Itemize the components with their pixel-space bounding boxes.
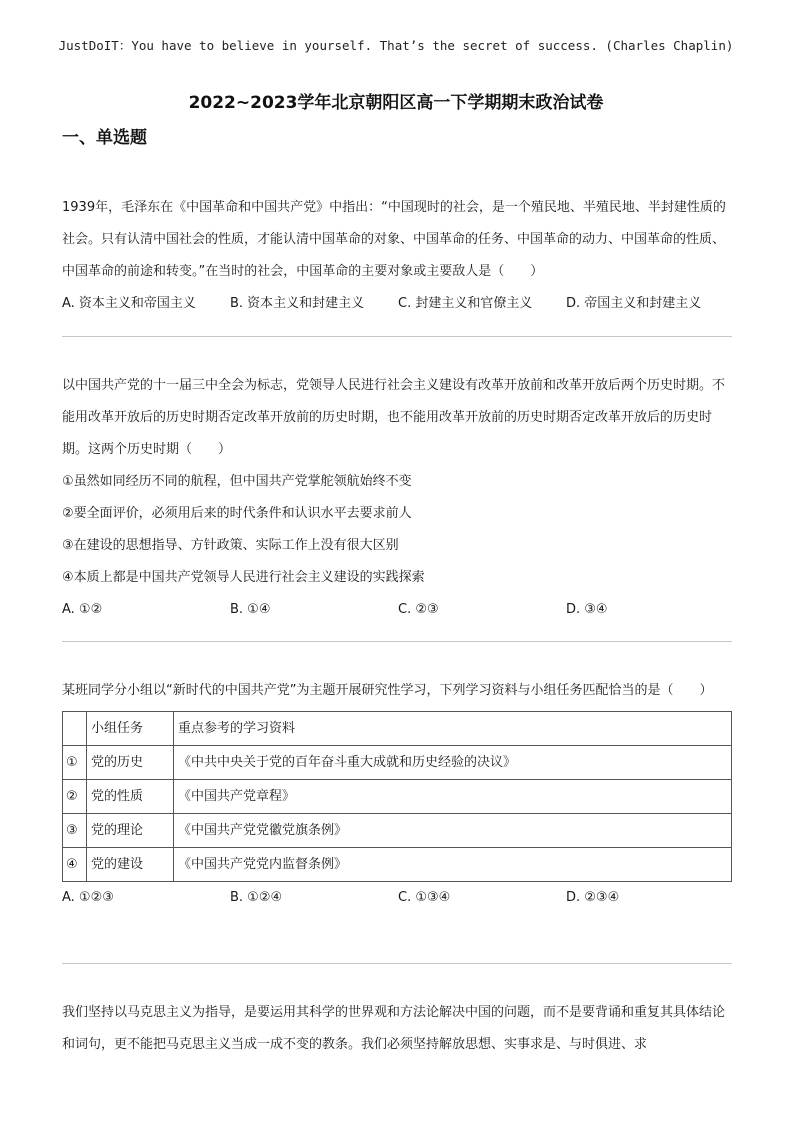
option-a[interactable]: A. 资本主义和帝国主义 bbox=[62, 296, 196, 311]
row-number: ① bbox=[63, 746, 87, 780]
reference-material: 《中国共产党章程》 bbox=[174, 780, 732, 814]
option-c[interactable]: C. ②③ bbox=[398, 602, 439, 617]
option-c[interactable]: C. ①③④ bbox=[398, 890, 451, 905]
row-number: ④ bbox=[63, 848, 87, 882]
statement-3: ③在建设的思想指导、方针政策、实际工作上没有很大区别 bbox=[62, 538, 399, 553]
question-stem: 某班同学分小组以“新时代的中国共产党”为主题开展研究性学习，下列学习资料与小组任务匹配恰当的是（ ） bbox=[62, 683, 713, 698]
question-options bbox=[62, 288, 734, 320]
page-header-quote: JustDoIT：You have to believe in yourself. That’s the secret of success. (Charles Chaplin) bbox=[58, 38, 734, 53]
group-task: 党的建设 bbox=[87, 848, 174, 882]
group-task: 党的历史 bbox=[87, 746, 174, 780]
question-divider bbox=[62, 641, 732, 642]
question-options bbox=[62, 594, 734, 626]
reference-material: 《中共中央关于党的百年奋斗重大成就和历史经验的决议》 bbox=[174, 746, 732, 780]
question-divider bbox=[62, 336, 732, 337]
question-3 bbox=[62, 675, 734, 914]
row-number: ③ bbox=[63, 814, 87, 848]
option-b[interactable]: B. ①②④ bbox=[230, 890, 283, 905]
option-b[interactable]: B. 资本主义和封建主义 bbox=[230, 296, 365, 311]
matching-table bbox=[62, 711, 732, 882]
statement-4: ④本质上都是中国共产党领导人民进行社会主义建设的实践探索 bbox=[62, 570, 425, 585]
question-2 bbox=[62, 370, 734, 626]
exam-title: 2022~2023学年北京朝阳区高一下学期期末政治试卷 bbox=[188, 93, 604, 113]
statement-1: ①虽然如同经历不同的航程，但中国共产党掌舵领航始终不变 bbox=[62, 474, 412, 489]
option-d[interactable]: D. ③④ bbox=[566, 602, 608, 617]
table-row bbox=[63, 780, 732, 814]
option-d[interactable]: D. 帝国主义和封建主义 bbox=[566, 296, 702, 311]
question-1 bbox=[62, 192, 734, 320]
question-stem: 我们坚持以马克思主义为指导，是要运用其科学的世界观和方法论解决中国的问题，而不是要背诵和重复其具体结论和词句，更不能把马克思主义当成一成不变的教条。我们必须坚持解放思想、实事求是、与时俱进、求 bbox=[62, 1005, 726, 1052]
table-row bbox=[63, 814, 732, 848]
section-heading: 一、单选题 bbox=[62, 128, 147, 148]
statement-2: ②要全面评价，必须用后来的时代条件和认识水平去要求前人 bbox=[62, 506, 412, 521]
table-header-row bbox=[63, 712, 732, 746]
option-b[interactable]: B. ①④ bbox=[230, 602, 271, 617]
reference-material: 《中国共产党党徽党旗条例》 bbox=[174, 814, 732, 848]
table-header-cell: 小组任务 bbox=[87, 712, 174, 746]
question-divider bbox=[62, 963, 732, 964]
reference-material: 《中国共产党党内监督条例》 bbox=[174, 848, 732, 882]
option-a[interactable]: A. ①② bbox=[62, 602, 103, 617]
group-task: 党的理论 bbox=[87, 814, 174, 848]
row-number: ② bbox=[63, 780, 87, 814]
table-row bbox=[63, 746, 732, 780]
table-header-cell bbox=[63, 712, 87, 746]
table-header-cell: 重点参考的学习资料 bbox=[174, 712, 732, 746]
question-stem: 1939年，毛泽东在《中国革命和中国共产党》中指出：“中国现时的社会，是一个殖民地、半殖民地、半封建性质的社会。只有认清中国社会的性质，才能认清中国革命的对象、中国革命的任务、中国革命的动力、中国革命的性质、中国革命的前途和转变。”在当时的社会，中国革命的主要对象或主要敌人是（ ） bbox=[62, 200, 726, 279]
question-options bbox=[62, 882, 734, 914]
question-4 bbox=[62, 997, 734, 1061]
group-task: 党的性质 bbox=[87, 780, 174, 814]
question-stem: 以中国共产党的十一届三中全会为标志，党领导人民进行社会主义建设有改革开放前和改革开放后两个历史时期。不能用改革开放后的历史时期否定改革开放前的历史时期，也不能用改革开放前的历史时期否定改革开放后的历史时期。这两个历史时期（ ） bbox=[62, 378, 726, 457]
option-d[interactable]: D. ②③④ bbox=[566, 890, 620, 905]
option-a[interactable]: A. ①②③ bbox=[62, 890, 114, 905]
table-row bbox=[63, 848, 732, 882]
option-c[interactable]: C. 封建主义和官僚主义 bbox=[398, 296, 533, 311]
